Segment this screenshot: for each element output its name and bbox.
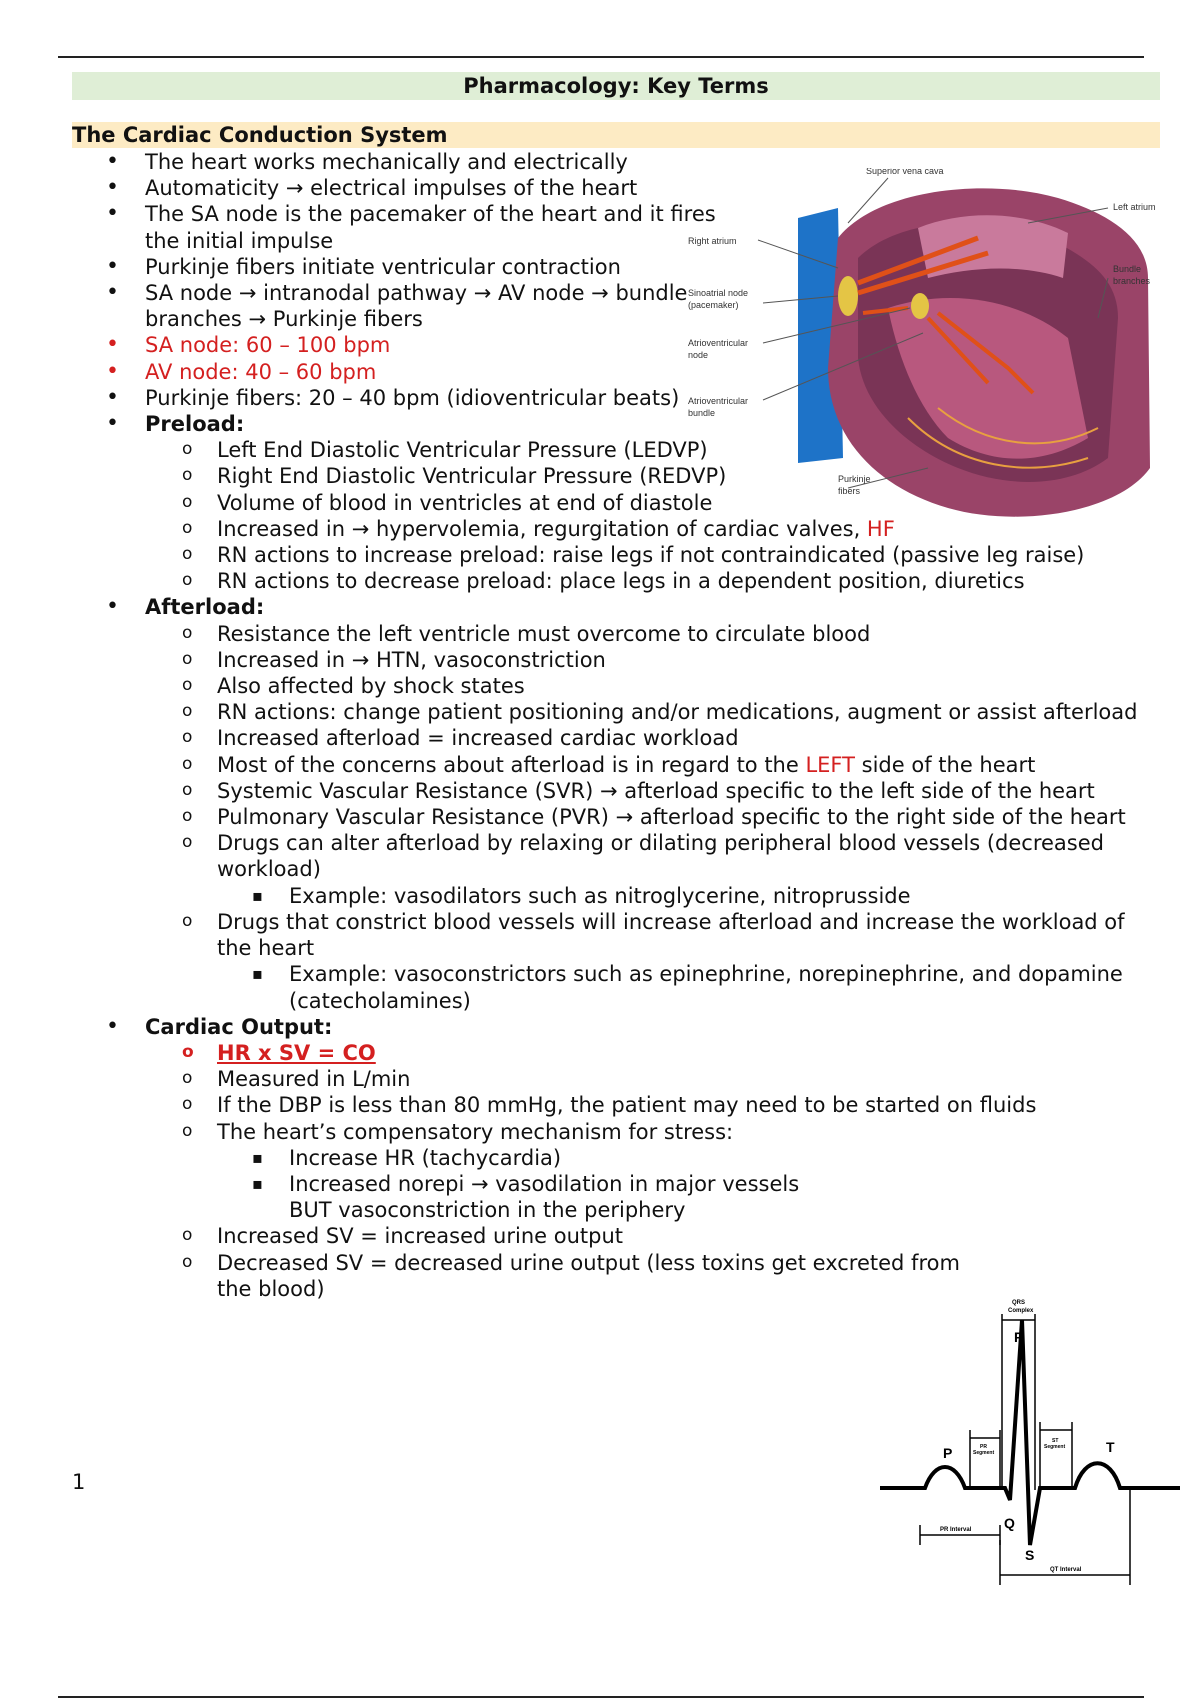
sub-item-text: Drugs can alter afterload by relaxing or dilating peripheral blood vessels (decreased workload) bbox=[217, 831, 1104, 882]
list-item-text: SA node: 60 – 100 bpm bbox=[145, 333, 391, 358]
sub-item-text: Measured in L/min bbox=[217, 1067, 411, 1092]
section-heading: The Cardiac Conduction System bbox=[72, 122, 1160, 148]
label-p: P bbox=[943, 1445, 953, 1461]
sub-item bbox=[72, 830, 1162, 909]
sub-item-text: RN actions to increase preload: raise legs if not contraindicated (passive leg raise) bbox=[217, 543, 1085, 568]
sub-item-text: Also affected by shock states bbox=[217, 674, 525, 699]
sub-item-text: Increased in → HTN, vasoconstriction bbox=[217, 647, 606, 672]
sub-item-text: Right End Diastolic Ventricular Pressure (REDVP) bbox=[217, 464, 727, 489]
label-pr-segment: PR bbox=[980, 1444, 987, 1450]
example-list bbox=[217, 961, 1162, 1013]
example-list bbox=[217, 883, 1162, 909]
sub-item bbox=[72, 1223, 1162, 1249]
sub-item bbox=[72, 1092, 1162, 1118]
sub-item-text: The heart’s compensatory mechanism for stress: bbox=[217, 1119, 734, 1144]
label-purkinje-2: fibers bbox=[838, 486, 861, 496]
afterload-heading: Afterload: bbox=[145, 595, 265, 620]
list-item-text: Purkinje fibers initiate ventricular contraction bbox=[145, 254, 621, 279]
sub-item bbox=[72, 568, 1162, 594]
sub-item bbox=[72, 673, 1162, 699]
page-title: Pharmacology: Key Terms bbox=[72, 72, 1160, 100]
example-item bbox=[72, 1171, 829, 1223]
label-r: R bbox=[1014, 1329, 1025, 1345]
preload-heading: Preload: bbox=[145, 412, 245, 437]
co-formula bbox=[72, 1040, 1162, 1066]
sub-item bbox=[72, 621, 1162, 647]
example-item bbox=[72, 883, 1162, 909]
label-bundle-branches-2: branches bbox=[1113, 276, 1151, 286]
example-text: Increase HR (tachycardia) bbox=[289, 1145, 562, 1170]
compensatory-list bbox=[217, 1145, 1162, 1224]
top-rule bbox=[58, 56, 1144, 58]
example-item bbox=[72, 961, 1162, 1013]
sa-node-shape bbox=[838, 276, 858, 316]
sub-item-text: Systemic Vascular Resistance (SVR) → afterload specific to the left side of the heart bbox=[217, 778, 1095, 803]
afterload-list bbox=[145, 621, 1162, 1014]
sub-item bbox=[72, 804, 1162, 830]
example-text: Example: vasodilators such as nitroglycerine, nitroprusside bbox=[289, 883, 911, 908]
sub-item bbox=[72, 778, 1162, 804]
label-st-segment-2: Segment bbox=[1044, 1444, 1066, 1450]
list-item-text: SA node → intranodal pathway → AV node → bundle branches → Purkinje fibers bbox=[145, 281, 688, 332]
sub-item bbox=[72, 542, 1162, 568]
list-item-text: The SA node is the pacemaker of the heart and it fires the initial impulse bbox=[145, 202, 716, 253]
example-text: Increased norepi → vasodilation in major vessels BUT vasoconstriction in the periphery bbox=[289, 1171, 800, 1223]
list-item bbox=[72, 280, 745, 332]
sub-item-text: If the DBP is less than 80 mmHg, the patient may need to be started on fluids bbox=[217, 1093, 1037, 1118]
formula-text: HR x SV = CO bbox=[217, 1040, 376, 1065]
afterload-item bbox=[72, 594, 1162, 1013]
sub-item-text: RN actions to decrease preload: place legs in a dependent position, diuretics bbox=[217, 569, 1025, 594]
left-highlight: LEFT bbox=[805, 752, 855, 777]
sub-item bbox=[72, 1119, 1162, 1224]
label-s: S bbox=[1025, 1547, 1035, 1563]
label-av-node: Atrioventricular bbox=[688, 338, 749, 348]
heart-conduction-diagram bbox=[688, 168, 1168, 538]
sub-item bbox=[72, 725, 1162, 751]
av-node-shape bbox=[911, 293, 929, 319]
sub-item-text: Most of the concerns about afterload is in regard to the bbox=[217, 752, 806, 777]
sub-item-text: Increased in → hypervolemia, regurgitation of cardiac valves, bbox=[217, 516, 867, 541]
sub-item bbox=[72, 699, 1162, 725]
label-av-bundle-2: bundle bbox=[688, 408, 716, 418]
list-item-text: The heart works mechanically and electrically bbox=[145, 150, 628, 174]
sub-item bbox=[72, 1250, 997, 1302]
ekg-trace bbox=[880, 1320, 1180, 1545]
list-item-text: AV node: 40 – 60 bpm bbox=[145, 359, 377, 384]
label-av-node-2: node bbox=[688, 350, 709, 360]
label-right-atrium: Right atrium bbox=[688, 236, 737, 246]
sub-item bbox=[72, 647, 1162, 673]
example-text: Example: vasoconstrictors such as epinephrine, norepinephrine, and dopamine (catecholamines) bbox=[289, 962, 1123, 1013]
label-bundle-branches: Bundle bbox=[1113, 264, 1142, 274]
list-item-text: Purkinje fibers: 20 – 40 bpm (idioventricular beats) bbox=[145, 385, 680, 410]
label-st-segment: ST bbox=[1052, 1438, 1059, 1444]
label-purkinje: Purkinje bbox=[838, 474, 871, 484]
label-qrs: QRS bbox=[1012, 1300, 1026, 1306]
sub-item-text: RN actions: change patient positioning and/or medications, augment or assist afterload bbox=[217, 700, 1138, 725]
label-qrs-2: Complex bbox=[1008, 1308, 1034, 1314]
sub-item-text: Resistance the left ventricle must overcome to circulate blood bbox=[217, 621, 871, 646]
list-item bbox=[72, 201, 745, 253]
label-pr-segment-2: Segment bbox=[973, 1450, 995, 1456]
label-q: Q bbox=[1004, 1515, 1015, 1531]
ekg-waveform-diagram bbox=[880, 1290, 1180, 1590]
list-item bbox=[72, 385, 745, 411]
sub-item-text: Decreased SV = decreased urine output (less toxins get excreted from the blood) bbox=[217, 1250, 960, 1301]
example-item bbox=[72, 1145, 1162, 1171]
sub-item-text: Left End Diastolic Ventricular Pressure (LEDVP) bbox=[217, 438, 708, 463]
label-av-bundle: Atrioventricular bbox=[688, 396, 749, 406]
sub-item-text: Pulmonary Vascular Resistance (PVR) → afterload specific to the right side of the heart bbox=[217, 805, 1126, 830]
bottom-rule bbox=[58, 1696, 1144, 1698]
hf-highlight: HF bbox=[866, 516, 895, 541]
sub-item bbox=[72, 909, 1162, 1014]
sub-item-text: Increased SV = increased urine output bbox=[217, 1224, 623, 1249]
sub-item-text: side of the heart bbox=[854, 752, 1036, 777]
sub-item-text: Drugs that constrict blood vessels will increase afterload and increase the workload of the heart bbox=[217, 909, 1125, 961]
label-qt-interval: QT Interval bbox=[1050, 1567, 1082, 1573]
label-superior-vena-cava: Superior vena cava bbox=[866, 168, 944, 176]
cardiac-output-item bbox=[72, 1014, 1162, 1302]
list-item-text: Automaticity → electrical impulses of the heart bbox=[145, 176, 638, 201]
cardiac-output-heading: Cardiac Output: bbox=[145, 1014, 333, 1039]
label-sa-node-2: (pacemaker) bbox=[688, 300, 739, 310]
label-pr-interval: PR Interval bbox=[940, 1527, 972, 1533]
label-t: T bbox=[1106, 1439, 1115, 1455]
sub-item bbox=[72, 752, 1162, 778]
label-sa-node: Sinoatrial node bbox=[688, 288, 749, 298]
page-number: 1 bbox=[72, 1470, 86, 1494]
cardiac-output-list bbox=[145, 1040, 1162, 1302]
sub-item bbox=[72, 1066, 1162, 1092]
sub-item-text: Increased afterload = increased cardiac workload bbox=[217, 726, 739, 751]
label-left-atrium: Left atrium bbox=[1113, 202, 1156, 212]
sub-item-text: Volume of blood in ventricles at end of diastole bbox=[217, 490, 713, 515]
